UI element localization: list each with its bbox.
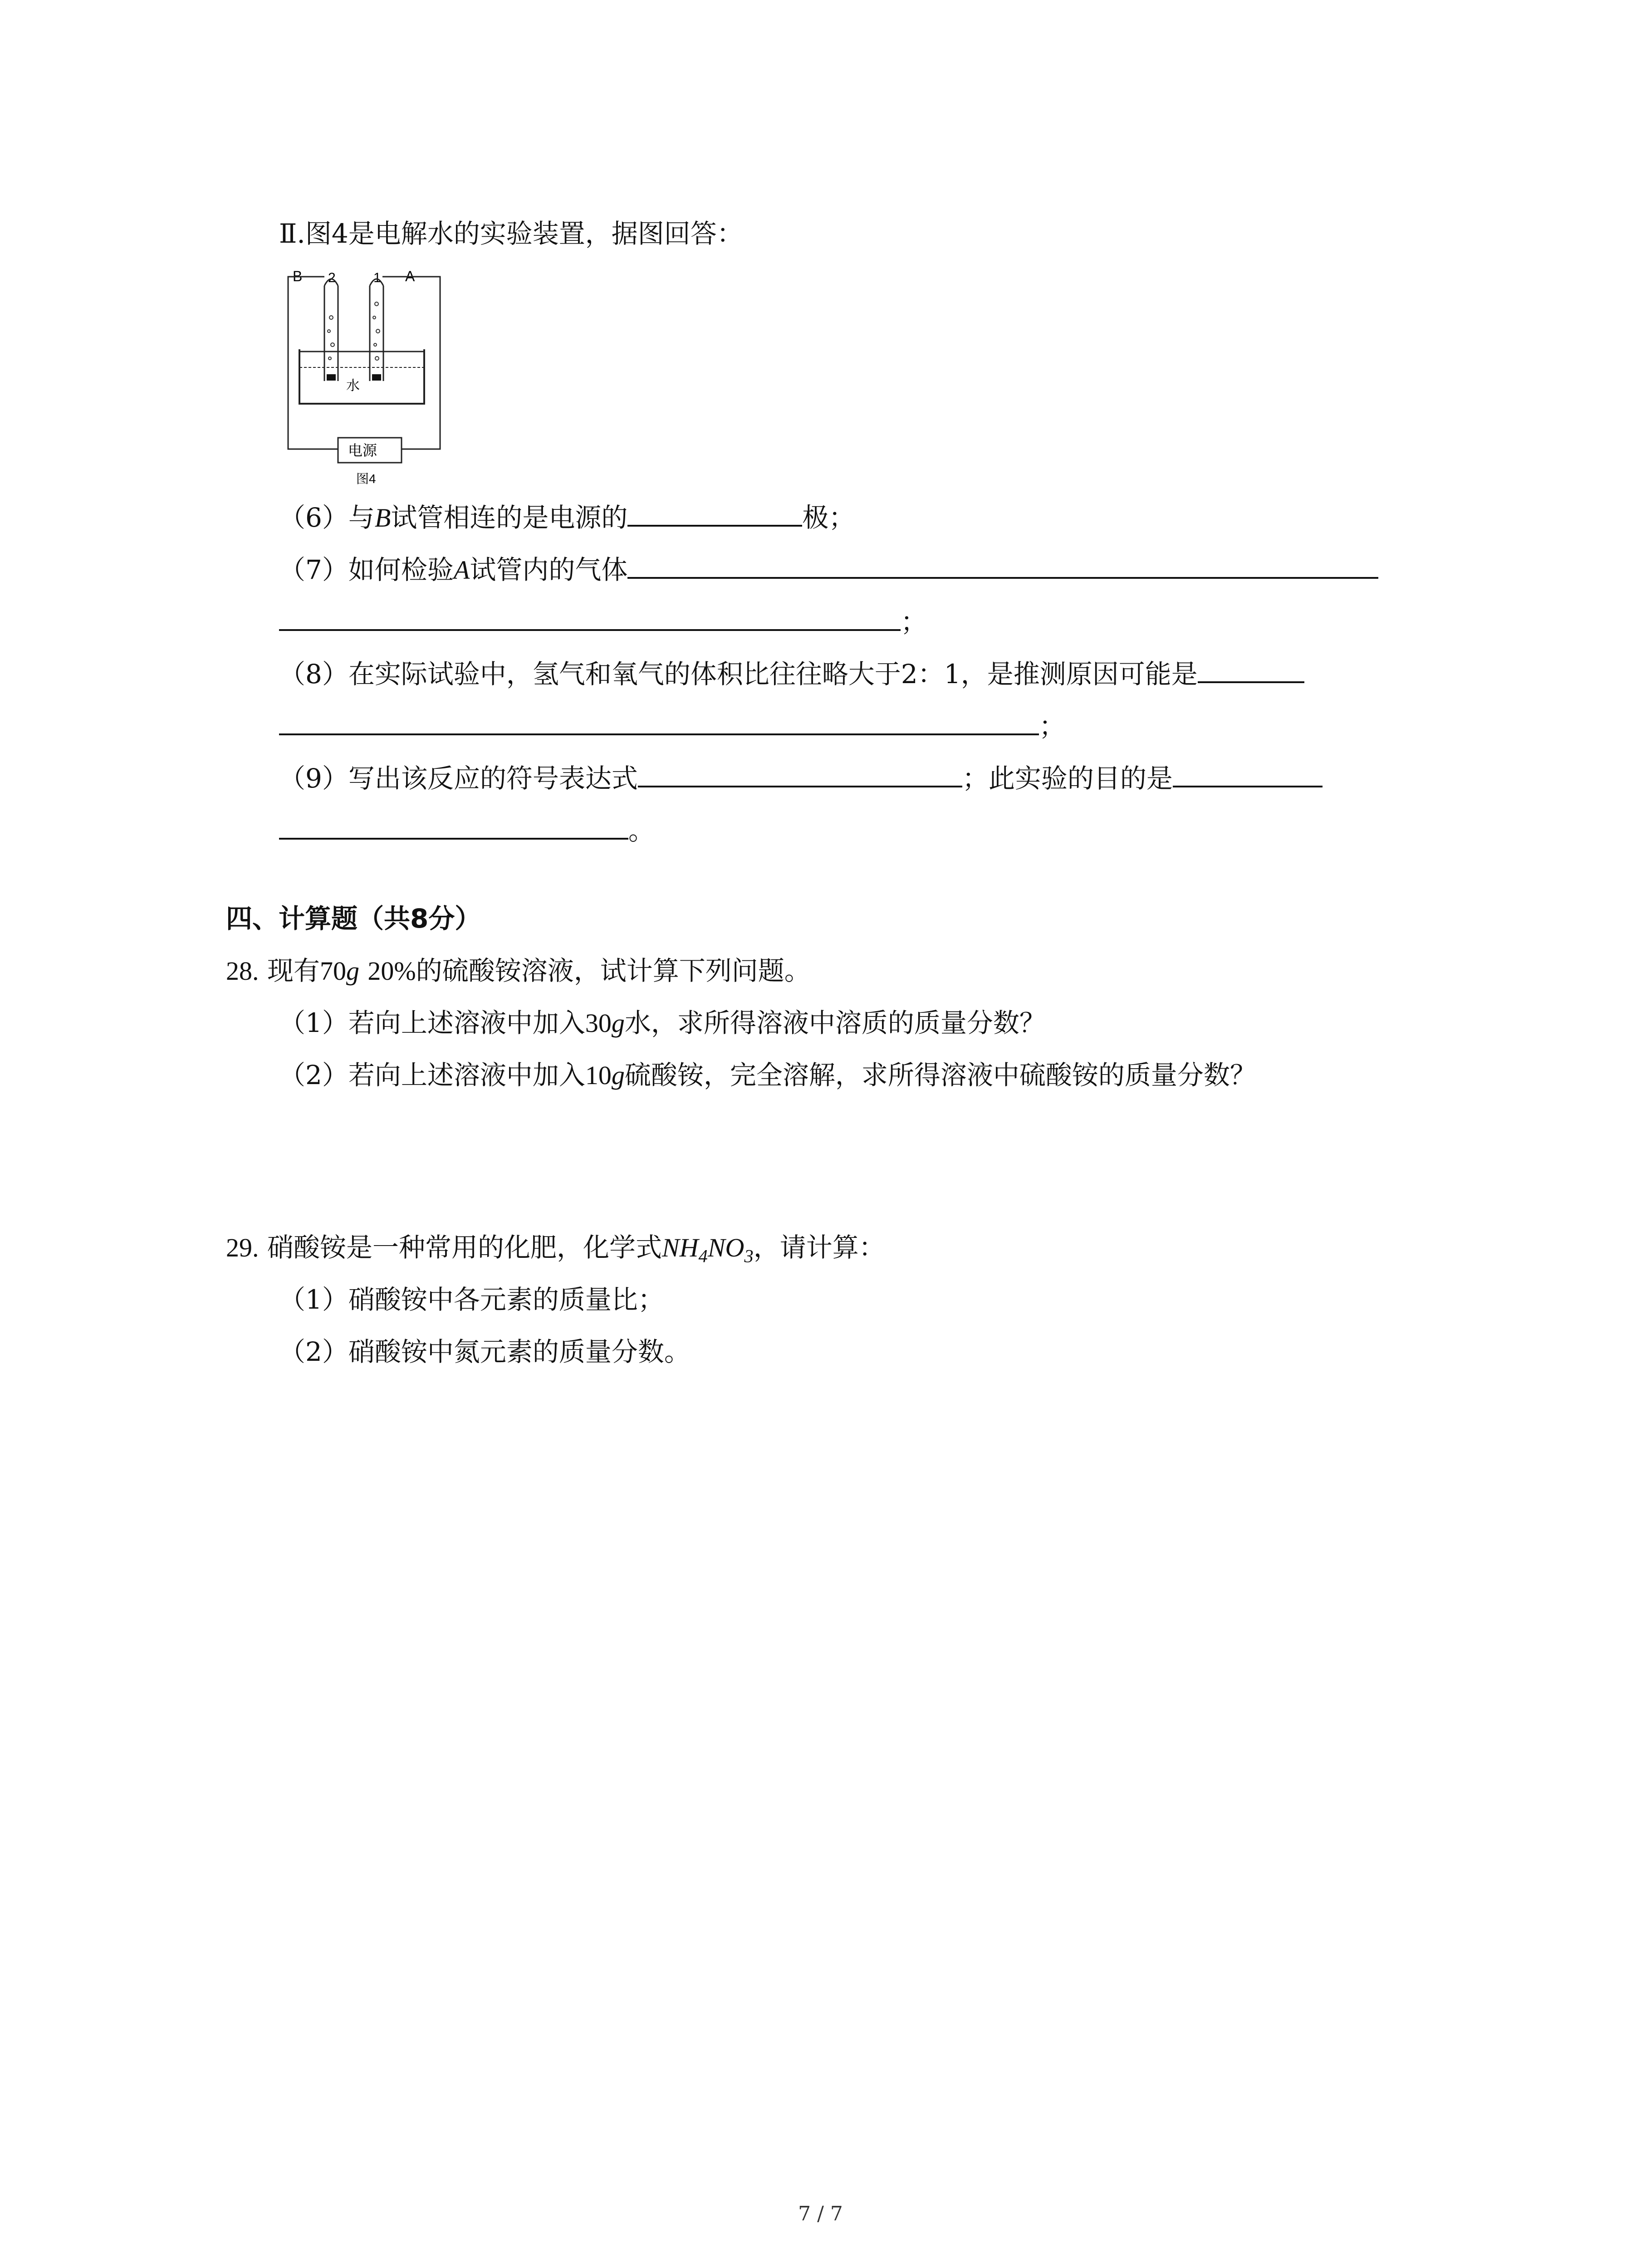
question-7: （7）如何检验A试管内的气体 — [279, 549, 1378, 588]
figure-tube-2: 2 — [328, 270, 336, 285]
answer-blank-q9-purpose-line2[interactable] — [279, 810, 628, 840]
question-29: 29. 硝酸铵是一种常用的化肥，化学式$NH_4NO_3$，请计算： — [226, 1232, 885, 1266]
question-6: （6）与B试管相连的是电源的 极； — [279, 497, 855, 536]
figure-power-label: 电源 — [348, 442, 377, 459]
page-number: 7 / 7 — [798, 2202, 843, 2225]
question-28-part-1: （1）若向上述溶液中加入30g水，求所得溶液中溶质的质量分数？ — [279, 1007, 1046, 1038]
question-9-continued: 。 — [279, 810, 655, 849]
question-29-part-2: （2）硝酸铵中氮元素的质量分数。 — [279, 1336, 691, 1367]
section-4-title: 四、计算题（共8分） — [226, 903, 481, 934]
figure-label-b: B — [293, 268, 303, 284]
electrolysis-apparatus-figure — [279, 268, 451, 490]
answer-blank-q9-purpose-line1[interactable] — [1173, 758, 1323, 787]
answer-blank-q9-expression[interactable] — [638, 758, 962, 787]
figure-label-a: A — [405, 268, 415, 284]
question-28: 28. 现有70g 20%的硫酸铵溶液，试计算下列问题。 — [226, 955, 811, 986]
answer-blank-q7-line1[interactable] — [627, 549, 1378, 579]
part2-intro: Ⅱ.图4是电解水的实验装置，据图回答： — [279, 218, 743, 249]
chemical-formula: $NH_4NO_3$ — [661, 1233, 754, 1266]
answer-blank-q8-line2[interactable] — [279, 705, 1039, 735]
question-8-continued: ； — [279, 705, 1065, 744]
question-29-part-1: （1）硝酸铵中各元素的质量比； — [279, 1284, 664, 1315]
question-9: （9）写出该反应的符号表达式 ；此实验的目的是 — [279, 758, 1323, 797]
question-7-continued: ； — [279, 601, 927, 640]
answer-blank-q6[interactable] — [627, 497, 802, 527]
answer-blank-q7-line2[interactable] — [279, 601, 901, 631]
figure-tube-1: 1 — [373, 270, 381, 285]
figure-water-label: 水 — [346, 378, 360, 394]
question-8: （8）在实际试验中，氢气和氧气的体积比往往略大于2：1，是推测原因可能是 — [279, 653, 1304, 692]
figure-caption: 图4 — [356, 472, 376, 486]
question-28-part-2: （2）若向上述溶液中加入10g硫酸铵，完全溶解，求所得溶液中硫酸铵的质量分数？ — [279, 1060, 1256, 1090]
answer-blank-q8-line1[interactable] — [1198, 653, 1304, 683]
